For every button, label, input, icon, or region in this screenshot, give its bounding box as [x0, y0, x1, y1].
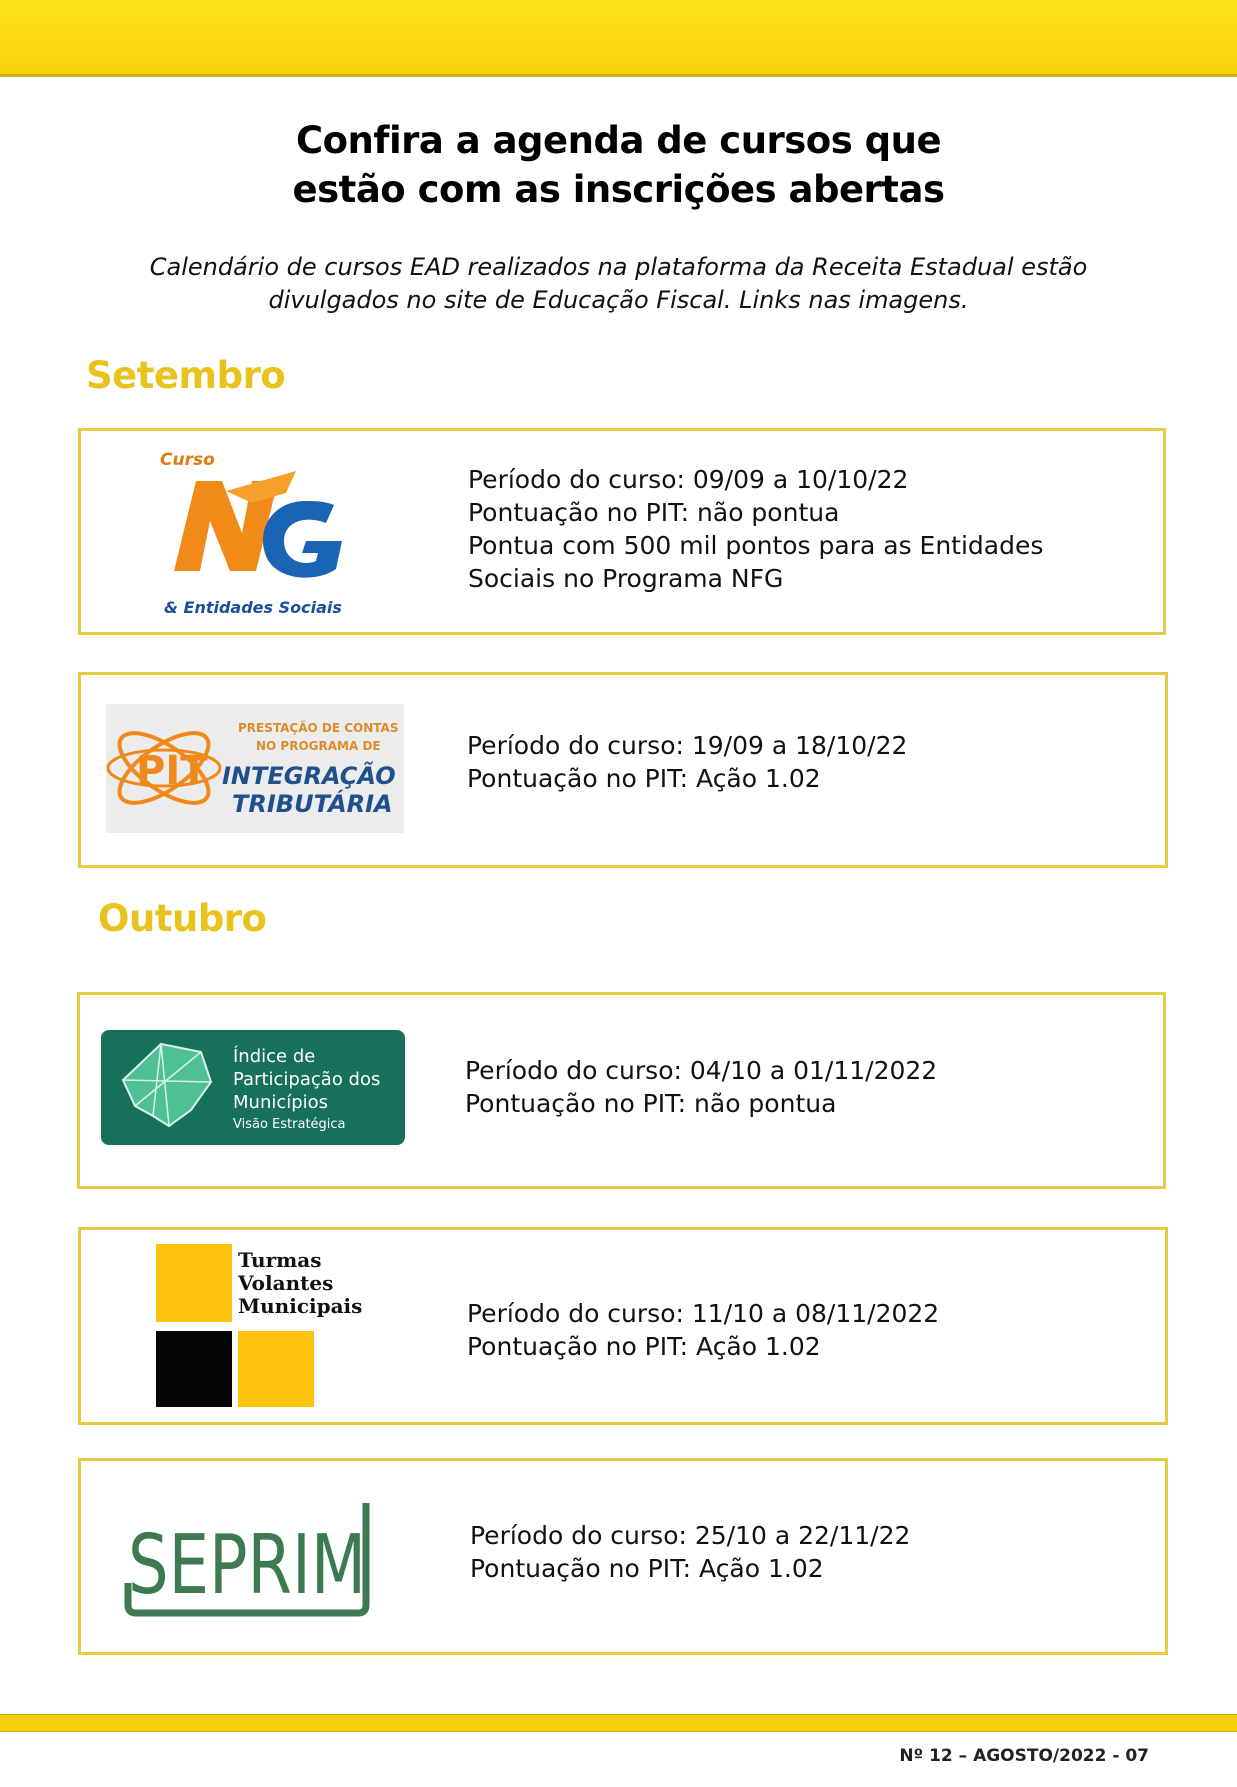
- course-details-pit: Período do curso: 19/09 a 18/10/22 Pontuação no PIT: Ação 1.02: [467, 731, 908, 793]
- svg-text:& Entidades Sociais: & Entidades Sociais: [164, 598, 342, 617]
- svg-text:SEPRIM: SEPRIM: [128, 1518, 366, 1613]
- svg-text:Visão Estratégica: Visão Estratégica: [233, 1117, 346, 1132]
- svg-text:Participação dos: Participação dos: [233, 1069, 381, 1090]
- turmas-volantes-logo-link[interactable]: [156, 1244, 386, 1410]
- svg-text:Índice de: Índice de: [233, 1046, 316, 1067]
- section-heading-setembro: Setembro: [86, 354, 286, 397]
- nfg-logo-link[interactable]: [156, 441, 386, 626]
- turmas-volantes-logo-graphic: [156, 1244, 386, 1410]
- page-title: Confira a agenda de cursos que estão com as inscrições abertas: [292, 119, 945, 211]
- course-card-turmas-volantes: [78, 1227, 1168, 1425]
- svg-text:PRESTAÇÃO DE CONTAS: PRESTAÇÃO DE CONTAS: [238, 721, 399, 735]
- pit-logo-link[interactable]: [106, 704, 404, 833]
- ipm-logo-graphic: [101, 1030, 405, 1145]
- course-details-ipm: Período do curso: 04/10 a 01/11/2022 Pontuação no PIT: não pontua: [465, 1056, 938, 1118]
- ipm-logo-link[interactable]: [101, 1030, 405, 1145]
- seprim-logo-graphic: [122, 1497, 372, 1619]
- svg-text:Volantes: Volantes: [238, 1271, 334, 1295]
- nfg-logo-graphic: [156, 441, 386, 626]
- bottom-yellow-bar: [0, 1714, 1237, 1732]
- page-subtitle: Calendário de cursos EAD realizados na plataforma da Receita Estadual estão divulgados no site de Educação Fiscal. Links nas imagens.: [149, 253, 1088, 314]
- svg-text:NO PROGRAMA DE: NO PROGRAMA DE: [256, 739, 381, 753]
- course-details-turmas-volantes: Período do curso: 11/10 a 08/11/2022 Pontuação no PIT: Ação 1.02: [467, 1299, 940, 1361]
- course-card-pit: [78, 672, 1168, 868]
- pit-logo-graphic: [106, 704, 404, 833]
- svg-text:Municípios: Municípios: [233, 1092, 329, 1113]
- svg-text:Turmas: Turmas: [238, 1248, 322, 1272]
- course-card-seprim: [78, 1458, 1168, 1655]
- course-card-ipm: [77, 992, 1166, 1189]
- section-heading-outubro: Outubro: [98, 897, 267, 940]
- course-details-nfg: Período do curso: 09/09 a 10/10/22 Pontuação no PIT: não pontua Pontua com 500 mil pontos para as Entidades Sociais no Programa NFG: [468, 465, 1044, 593]
- seprim-logo-link[interactable]: [122, 1497, 372, 1619]
- svg-text:PIT: PIT: [136, 748, 208, 794]
- svg-text:INTEGRAÇÃO: INTEGRAÇÃO: [222, 762, 396, 790]
- svg-text:Curso: Curso: [160, 450, 215, 470]
- svg-text:TRIBUTÁRIA: TRIBUTÁRIA: [232, 790, 393, 818]
- svg-text:Municipais: Municipais: [238, 1294, 363, 1318]
- course-card-nfg: [78, 428, 1166, 635]
- course-details-seprim: Período do curso: 25/10 a 22/11/22 Pontuação no PIT: Ação 1.02: [470, 1521, 911, 1583]
- page-footer: Nº 12 – AGOSTO/2022 - 07: [899, 1746, 1149, 1766]
- top-yellow-bar: [0, 0, 1237, 77]
